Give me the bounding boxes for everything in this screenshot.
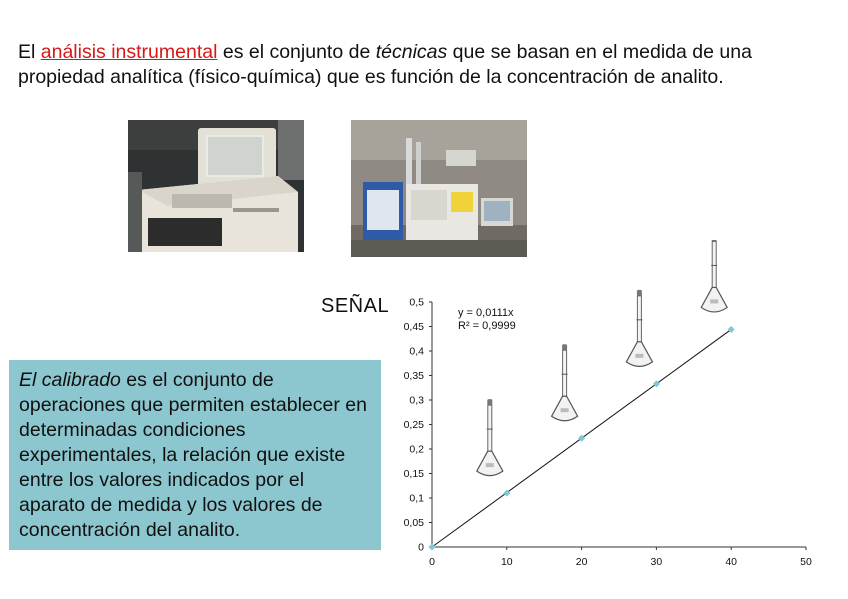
intro-part1: El <box>18 41 41 63</box>
signal-axis-label: SEÑAL <box>321 295 390 317</box>
calibration-text <box>19 368 371 543</box>
y-tick-label: 0,3 <box>409 394 424 407</box>
intro-text <box>18 40 838 90</box>
x-tick-label: 10 <box>500 556 513 568</box>
intro-part2: es el conjunto de <box>217 41 376 63</box>
volumetric-flask-icon <box>701 240 727 312</box>
x-tick-label: 40 <box>725 556 738 568</box>
data-point <box>653 380 660 387</box>
y-tick-label: 0,5 <box>409 296 424 309</box>
instrumental-analysis-link[interactable]: análisis instrumental <box>40 41 218 63</box>
flask-neck <box>637 296 641 342</box>
y-tick-label: 0,1 <box>409 492 424 505</box>
flask-label <box>561 408 569 412</box>
volumetric-flask-icon <box>626 290 652 367</box>
y-tick-label: 0 <box>418 541 424 554</box>
flask-label <box>710 299 718 303</box>
chart-marks <box>428 326 734 551</box>
data-point <box>578 435 585 442</box>
intro-part3: que se basan en el medida de una propiedad analítica (físico-química) que es función de la concentración de analito. <box>18 41 752 88</box>
flask-stopper <box>562 344 567 350</box>
data-point <box>428 543 435 550</box>
chart-axes <box>404 297 812 569</box>
y-tick-label: 0,05 <box>403 517 424 529</box>
flask-neck <box>563 350 567 396</box>
x-tick-label: 0 <box>429 556 435 568</box>
x-tick-label: 30 <box>650 556 663 568</box>
calibration-chart <box>395 240 835 580</box>
calibration-definition-box <box>9 360 381 550</box>
calibration-rest: es el conjunto de operaciones que permiten establecer en determinadas condiciones experimentales, la relación que existe entre los valores indicados por el aparato de medida y los valores de concentración del analito. <box>19 369 367 541</box>
spectrophotometer-photo <box>128 120 304 252</box>
trendline-equation: y = 0,0111x <box>458 307 514 319</box>
x-tick-label: 20 <box>575 556 588 568</box>
volumetric-flask-icon <box>552 344 578 421</box>
flask-stopper <box>487 399 492 405</box>
y-tick-label: 0,4 <box>409 345 424 358</box>
y-tick-label: 0,45 <box>403 321 424 333</box>
flask-label <box>635 354 643 358</box>
volumetric-flask-icon <box>477 399 503 476</box>
y-tick-label: 0,25 <box>403 419 424 431</box>
flask-label <box>486 463 494 467</box>
intro-emphasis: técnicas <box>375 41 448 63</box>
calibration-emphasis: El calibrado <box>19 369 121 391</box>
y-tick-label: 0,2 <box>409 443 424 456</box>
r-squared: R² = 0,9999 <box>458 320 516 332</box>
data-point <box>728 326 735 333</box>
y-tick-label: 0,35 <box>403 370 424 382</box>
y-tick-label: 0,15 <box>403 468 424 480</box>
chromatograph-photo <box>351 120 527 257</box>
flask-layer <box>477 240 727 476</box>
flask-neck <box>488 405 492 451</box>
flask-neck <box>712 241 716 287</box>
x-tick-label: 50 <box>800 556 812 568</box>
flask-stopper <box>637 290 642 296</box>
